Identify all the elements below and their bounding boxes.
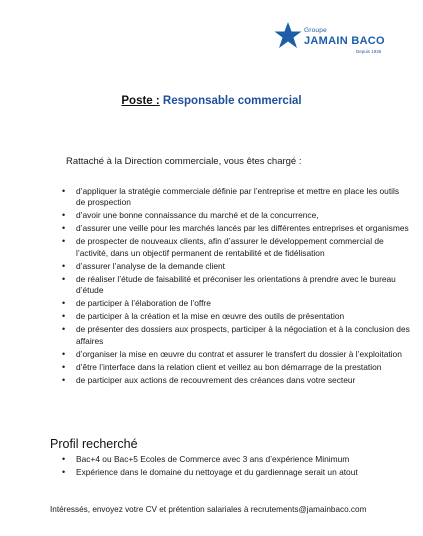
job-title-value: Responsable commercial — [162, 95, 302, 107]
intro-text: Rattaché à la Direction commerciale, vous êtes chargé : — [66, 156, 302, 167]
profile-item: • Bac+4 ou Bac+5 Ecoles de Commerce avec 3 ans d’expérience Minimum — [60, 454, 410, 465]
mission-item: • d’appliquer la stratégie commerciale définie par l’entreprise et mettre en place les outils de prospection — [60, 186, 410, 209]
star-logo-icon — [274, 20, 304, 54]
application-contact-text: Intéressés, envoyez votre CV et prétention salariales à recrutements@jamainbaco.com — [50, 505, 367, 514]
mission-item: • d’être l’interface dans la relation client et veillez au bon démarrage de la prestation — [60, 362, 410, 373]
mission-item: • d’organiser la mise en œuvre du contrat et assurer le transfert du dossier à l’exploitation — [60, 349, 410, 360]
mission-item: • de présenter des dossiers aux prospects, participer à la négociation et à la conclusion des affaires — [60, 324, 410, 347]
logo-group-text: Groupe — [304, 27, 327, 34]
mission-item: • d’assurer l’analyse de la demande client — [60, 261, 410, 272]
job-title — [0, 95, 423, 107]
logo-brand-text: JAMAIN BACO — [304, 35, 385, 47]
mission-item: • de réaliser l’étude de faisabilité et préconiser les orientations à prendre avec le bureau d’étude — [60, 274, 410, 297]
company-logo — [274, 20, 404, 60]
profile-list — [60, 454, 410, 480]
mission-item: • d’assurer une veille pour les marchés lancés par les différentes entreprises et organismes — [60, 223, 410, 234]
job-title-label: Poste : — [121, 95, 160, 107]
mission-item: • de participer aux actions de recouvrement des créances dans votre secteur — [60, 375, 410, 386]
mission-item: • d’avoir une bonne connaissance du marché et de la concurrence, — [60, 210, 410, 221]
profile-item: • Expérience dans le domaine du nettoyage et du gardiennage serait un atout — [60, 467, 410, 478]
mission-item: • de participer à l’élaboration de l’offre — [60, 298, 410, 309]
mission-item: • de prospecter de nouveaux clients, afin d’assurer le développement commercial de l’activité, dans un objectif permanent de rentabilité et de fidélisation — [60, 236, 410, 259]
logo-since-text: Depuis 1936 — [356, 49, 382, 54]
profile-heading: Profil recherché — [50, 437, 138, 451]
missions-list — [60, 186, 410, 388]
mission-item: • de participer à la création et la mise en œuvre des outils de présentation — [60, 311, 410, 322]
